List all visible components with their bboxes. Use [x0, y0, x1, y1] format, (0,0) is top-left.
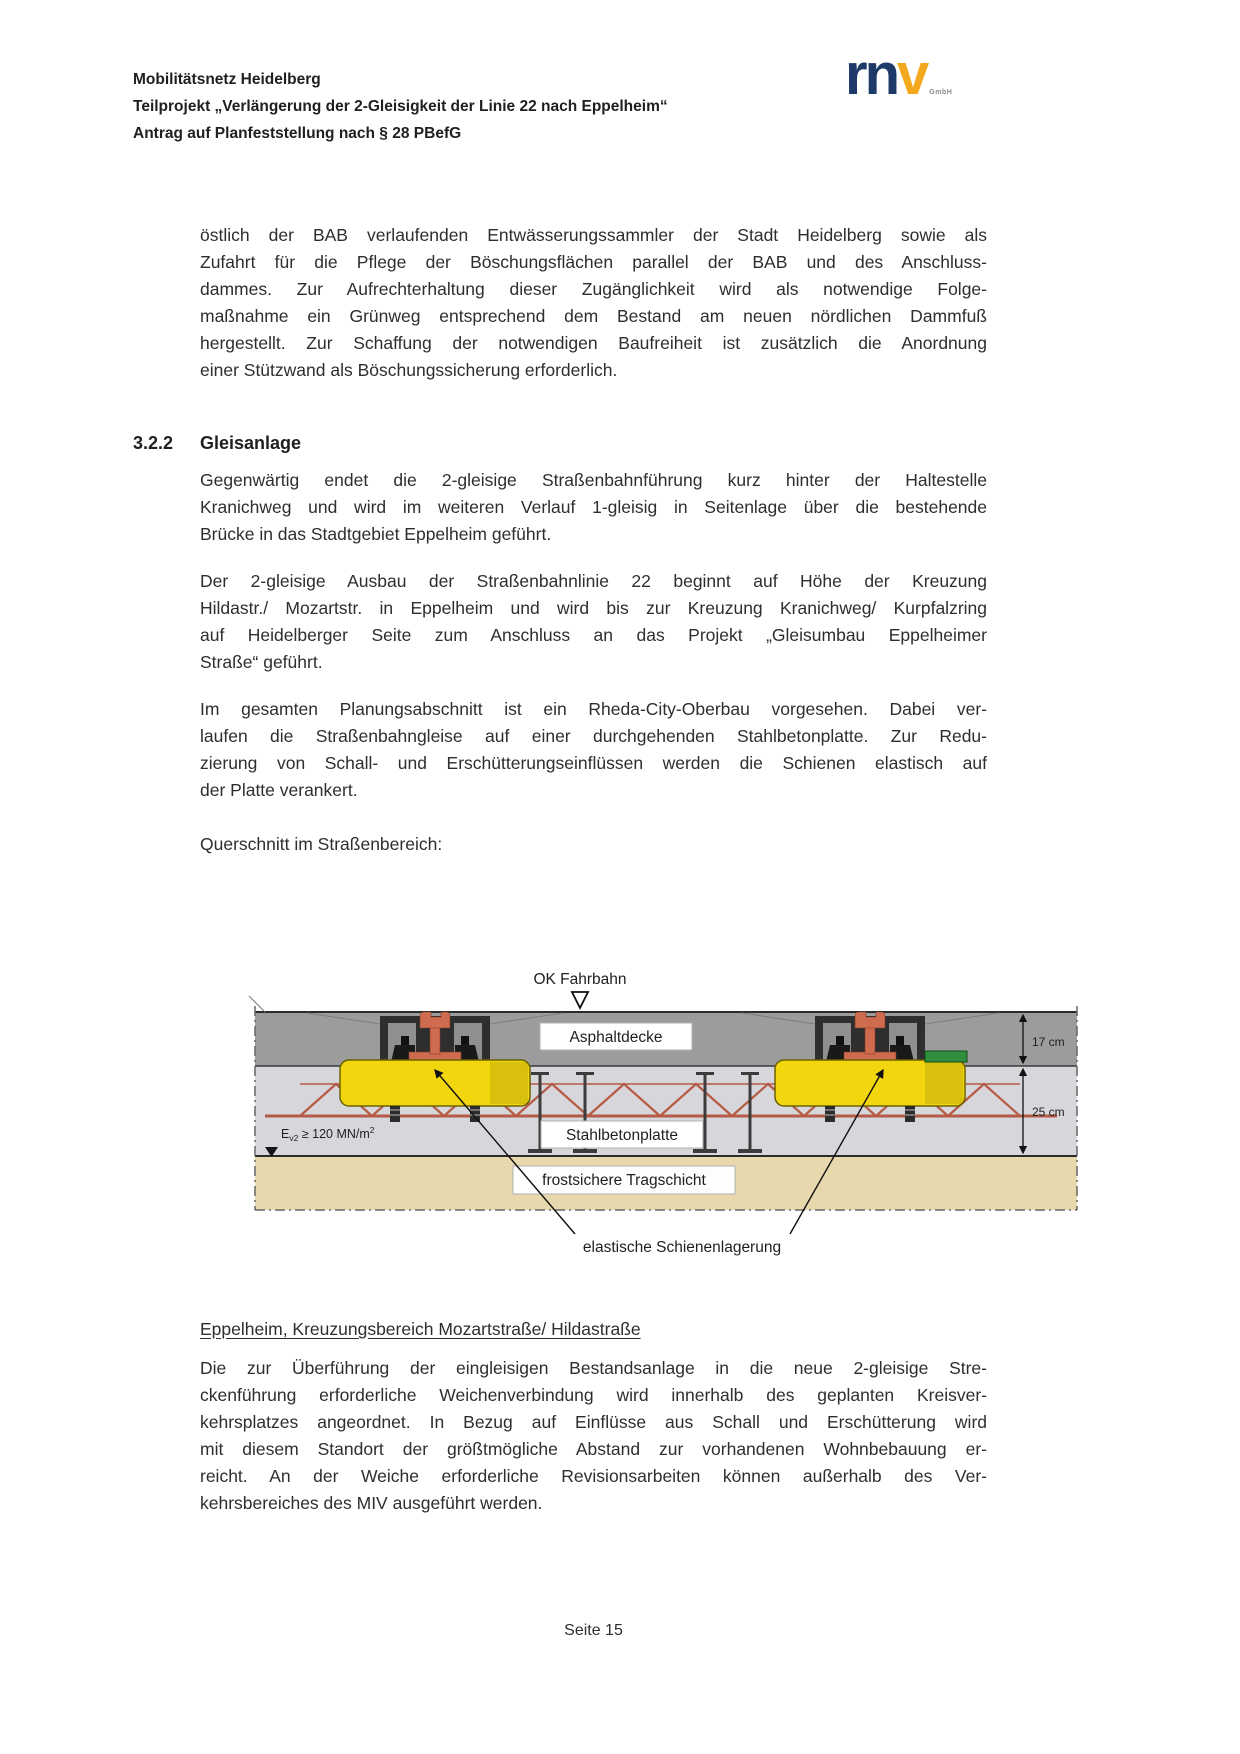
paragraph-2: Gegenwärtig endet die 2-gleisige Straßenbahnführung kurz hinter der Haltestelle Kranichweg und wird im weiteren Verlauf 1-gleisig in Seitenlage über die bestehende Brücke in das Stadtgebiet Eppelheim geführt. — [200, 470, 987, 544]
subsection-heading: Eppelheim, Kreuzungsbereich Mozartstraße/ Hildastraße — [200, 1319, 641, 1339]
svg-text:elastische Schienenlagerung: elastische Schienenlagerung — [582, 1239, 782, 1256]
header-line-project: Mobilitätsnetz Heidelberg — [133, 71, 321, 88]
rnv-logo — [845, 42, 953, 122]
svg-text:frostsichere Tragschicht: frostsichere Tragschicht — [542, 1172, 706, 1189]
section-heading — [133, 430, 987, 457]
header-line-subproject: Teilprojekt „Verlängerung der 2-Gleisigkeit der Linie 22 nach Eppelheim“ — [133, 98, 668, 115]
header-line-application: Antrag auf Planfeststellung nach § 28 PBefG — [133, 125, 462, 142]
asphalt-label — [540, 1023, 692, 1050]
svg-text:Asphaltdecke: Asphaltdecke — [569, 1029, 663, 1046]
logo-suffix: GmbH — [929, 89, 953, 96]
paragraph-1: östlich der BAB verlaufenden Entwässerungssammler der Stadt Heidelberg sowie als Zufahrt für die Pflege der Böschungsflächen parallel der BAB und des Anschluss- dammes. Zur Aufrechterhaltung dieser Zugänglichkeit wird als notwendige Folge- maßnahme ein Grünweg entsprechend dem Bestand am neuen nördlichen Dammfuß hergestellt. Zur Schaffung der notwendigen Baufreiheit ist zusätzlich die Anordnung einer Stützwand als Böschungssicherung erforderlich. — [200, 225, 987, 380]
level-marker-icon — [572, 992, 588, 1008]
frost-layer-label — [513, 1166, 735, 1194]
document-header — [133, 66, 893, 147]
logo-text-rn: rn — [845, 42, 897, 107]
section-title: Gleisanlage — [200, 433, 302, 453]
concrete-label — [541, 1121, 703, 1148]
svg-text:17 cm: 17 cm — [1032, 1035, 1065, 1049]
paragraph-5: Die zur Überführung der eingleisigen Bestandsanlage in die neue 2-gleisige Stre- ckenführung erforderliche Weichenverbindung wird innerhalb des geplanten Kreisver- kehrsplatzes angeordnet. In Bezug auf Einflüsse aus Schall und Erschütterung wird mit diesem Standort der größtmögliche Abstand zur vorhandenen Wohnbebauung er- reicht. An der Weiche erforderliche Revisionsarbeiten können außerhalb des Ver- kehrsbereiches des MIV ausgeführt werden. — [200, 1358, 987, 1513]
svg-text:Ev2 ≥ 120 MN/m2: $E_{v2} \ge 120$ $MN/m^2$ — [281, 1125, 375, 1143]
svg-text:Stahlbetonplatte: Stahlbetonplatte — [565, 1127, 679, 1144]
drainage-element — [925, 1051, 967, 1062]
figure-intro: Querschnitt im Straßenbereich: — [200, 834, 443, 854]
surface-edge-tick — [249, 996, 265, 1012]
cross-section-figure — [245, 966, 1090, 1276]
ok-fahrbahn-label: OK Fahrbahn — [533, 971, 627, 988]
logo-text-v: v — [897, 42, 927, 107]
section-number: 3.2.2 — [133, 433, 174, 453]
cross-section-svg — [245, 966, 1090, 1276]
paragraph-3: Der 2-gleisige Ausbau der Straßenbahnlinie 22 beginnt auf Höhe der Kreuzung Hildastr./ Mozartstr. in Eppelheim und wird bis zur Kreuzung Kranichweg/ Kurpfalzring auf Heidelberger Seite zum Anschluss an das Projekt „Gleisumbau Eppelheimer Straße“ geführt. — [200, 571, 987, 672]
page-number: Seite 15 — [564, 1622, 623, 1639]
paragraph-4: Im gesamten Planungsabschnitt ist ein Rheda-City-Oberbau vorgesehen. Dabei ver- laufen die Straßenbahngleise auf einer durchgehenden Stahlbetonplatte. Zur Redu- zierung von Schall- und Erschütterungseinflüssen werden die Schienen elastisch auf der Platte verankert. — [200, 699, 987, 800]
document-body — [133, 222, 1065, 1517]
svg-text:25 cm: 25 cm — [1032, 1105, 1065, 1119]
